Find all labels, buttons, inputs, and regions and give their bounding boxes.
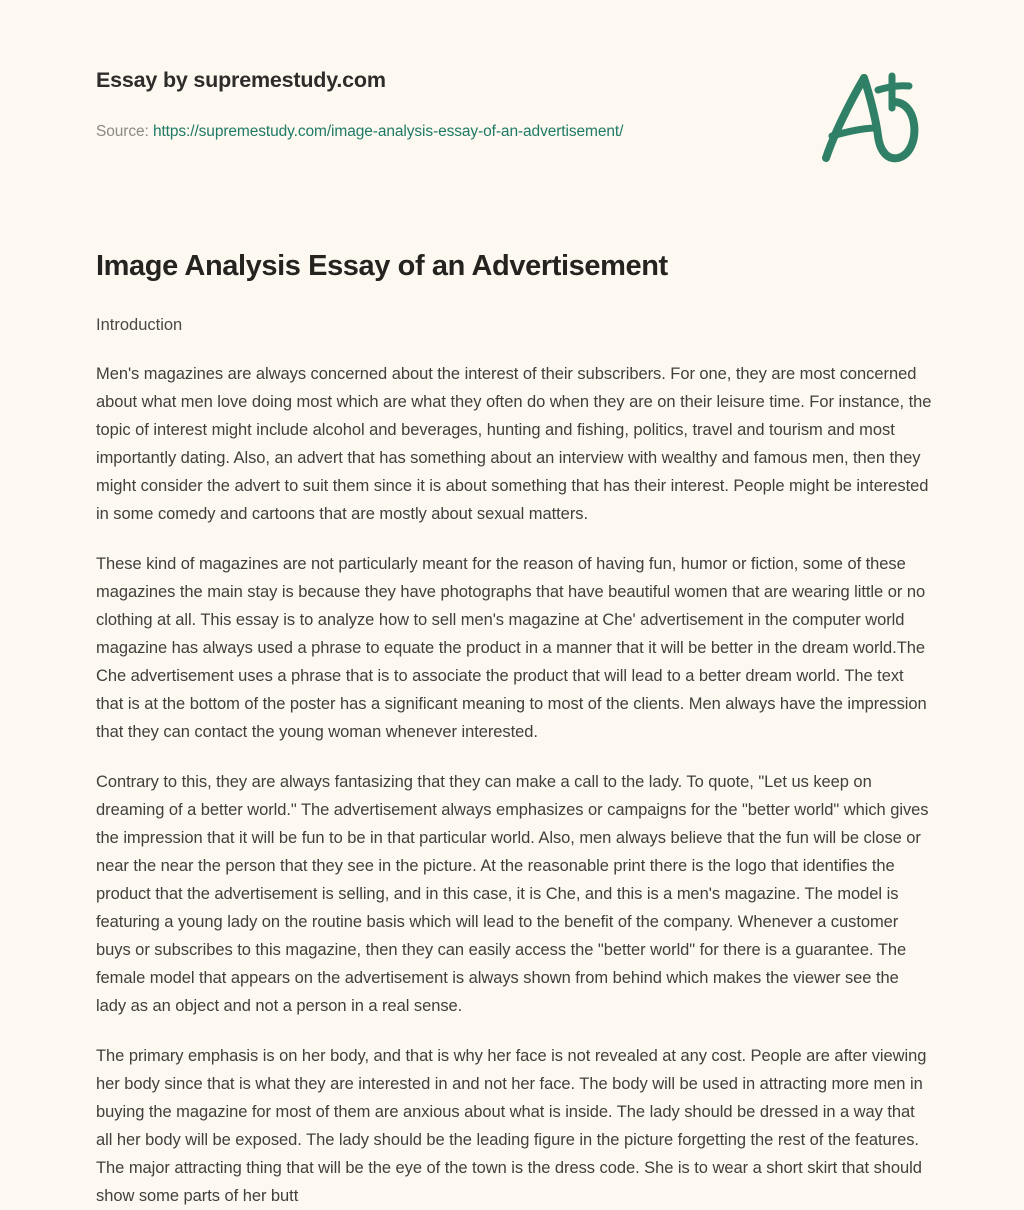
page-title: Image Analysis Essay of an Advertisement [96, 250, 668, 282]
a-plus-logo[interactable] [812, 62, 932, 172]
a-plus-logo-icon [812, 62, 932, 172]
source-label: Source: [96, 123, 149, 140]
article-body [96, 248, 932, 1210]
source-line [96, 123, 623, 141]
source-url-link[interactable]: https://supremestudy.com/image-analysis-essay-of-an-advertisement/ [152, 123, 624, 140]
paragraph: Men's magazines are always concerned about the interest of their subscribers. For one, they are most concerned about what men love doing most which are what they often do when they are on their leisure time. For instance, the topic of interest might include alcohol and beverages, hunting and fishing, politics, travel and tourism and most importantly dating. Also, an advert that has something about an interview with wealthy and famous men, then they might consider the advert to suit them since it is about something that has their interest. People might be interested in some comedy and cartoons that are mostly about sexual matters. [96, 365, 932, 523]
paragraph: These kind of magazines are not particularly meant for the reason of having fun, humor or fiction, some of these magazines the main stay is because they have photographs that have beautiful women that are wearing little or no clothing at all. This essay is to analyze how to sell men's magazine at Che' advertisement in the computer world magazine has always used a phrase to equate the product in a manner that it will be better in the dream world.The Che advertisement uses a phrase that is to associate the product that will lead to a better dream world. The text that is at the bottom of the poster has a significant meaning to most of the clients. Men always have the impression that they can contact the young woman whenever interested. [96, 555, 927, 741]
page-header [0, 0, 1024, 200]
byline: Essay by supremestudy.com [96, 68, 386, 92]
section-heading-introduction: Introduction [96, 316, 183, 334]
paragraph: Contrary to this, they are always fantasizing that they can make a call to the lady. To quote, "Let us keep on dreaming of a better world." The advertisement always emphasizes or campaigns for the "better world" which gives the impression that it will be fun to be in that particular world. Also, men always believe that the fun will be close or near the near the person that they see in the picture. At the reasonable print there is the logo that identifies the product that the advertisement is selling, and in this case, it is Che, and this is a men's magazine. The model is featuring a young lady on the routine basis which will lead to the benefit of the company. Whenever a customer buys or subscribes to this magazine, then they can easily access the "better world" for there is a guarantee. The female model that appears on the advertisement is always shown from behind which makes the viewer see the lady as an object and not a person in a real sense. [96, 773, 929, 1015]
paragraph: The primary emphasis is on her body, and that is why her face is not revealed at any cost. People are after viewing her body since that is what they are interested in and not her face. The body will be used in attracting more men in buying the magazine for most of them are anxious about what is inside. The lady should be dressed in a way that all her body will be exposed. The lady should be the leading figure in the picture forgetting the rest of the features. The major attracting thing that will be the eye of the town is the dress code. She is to wear a short skirt that should show some parts of her butt [96, 1047, 927, 1205]
